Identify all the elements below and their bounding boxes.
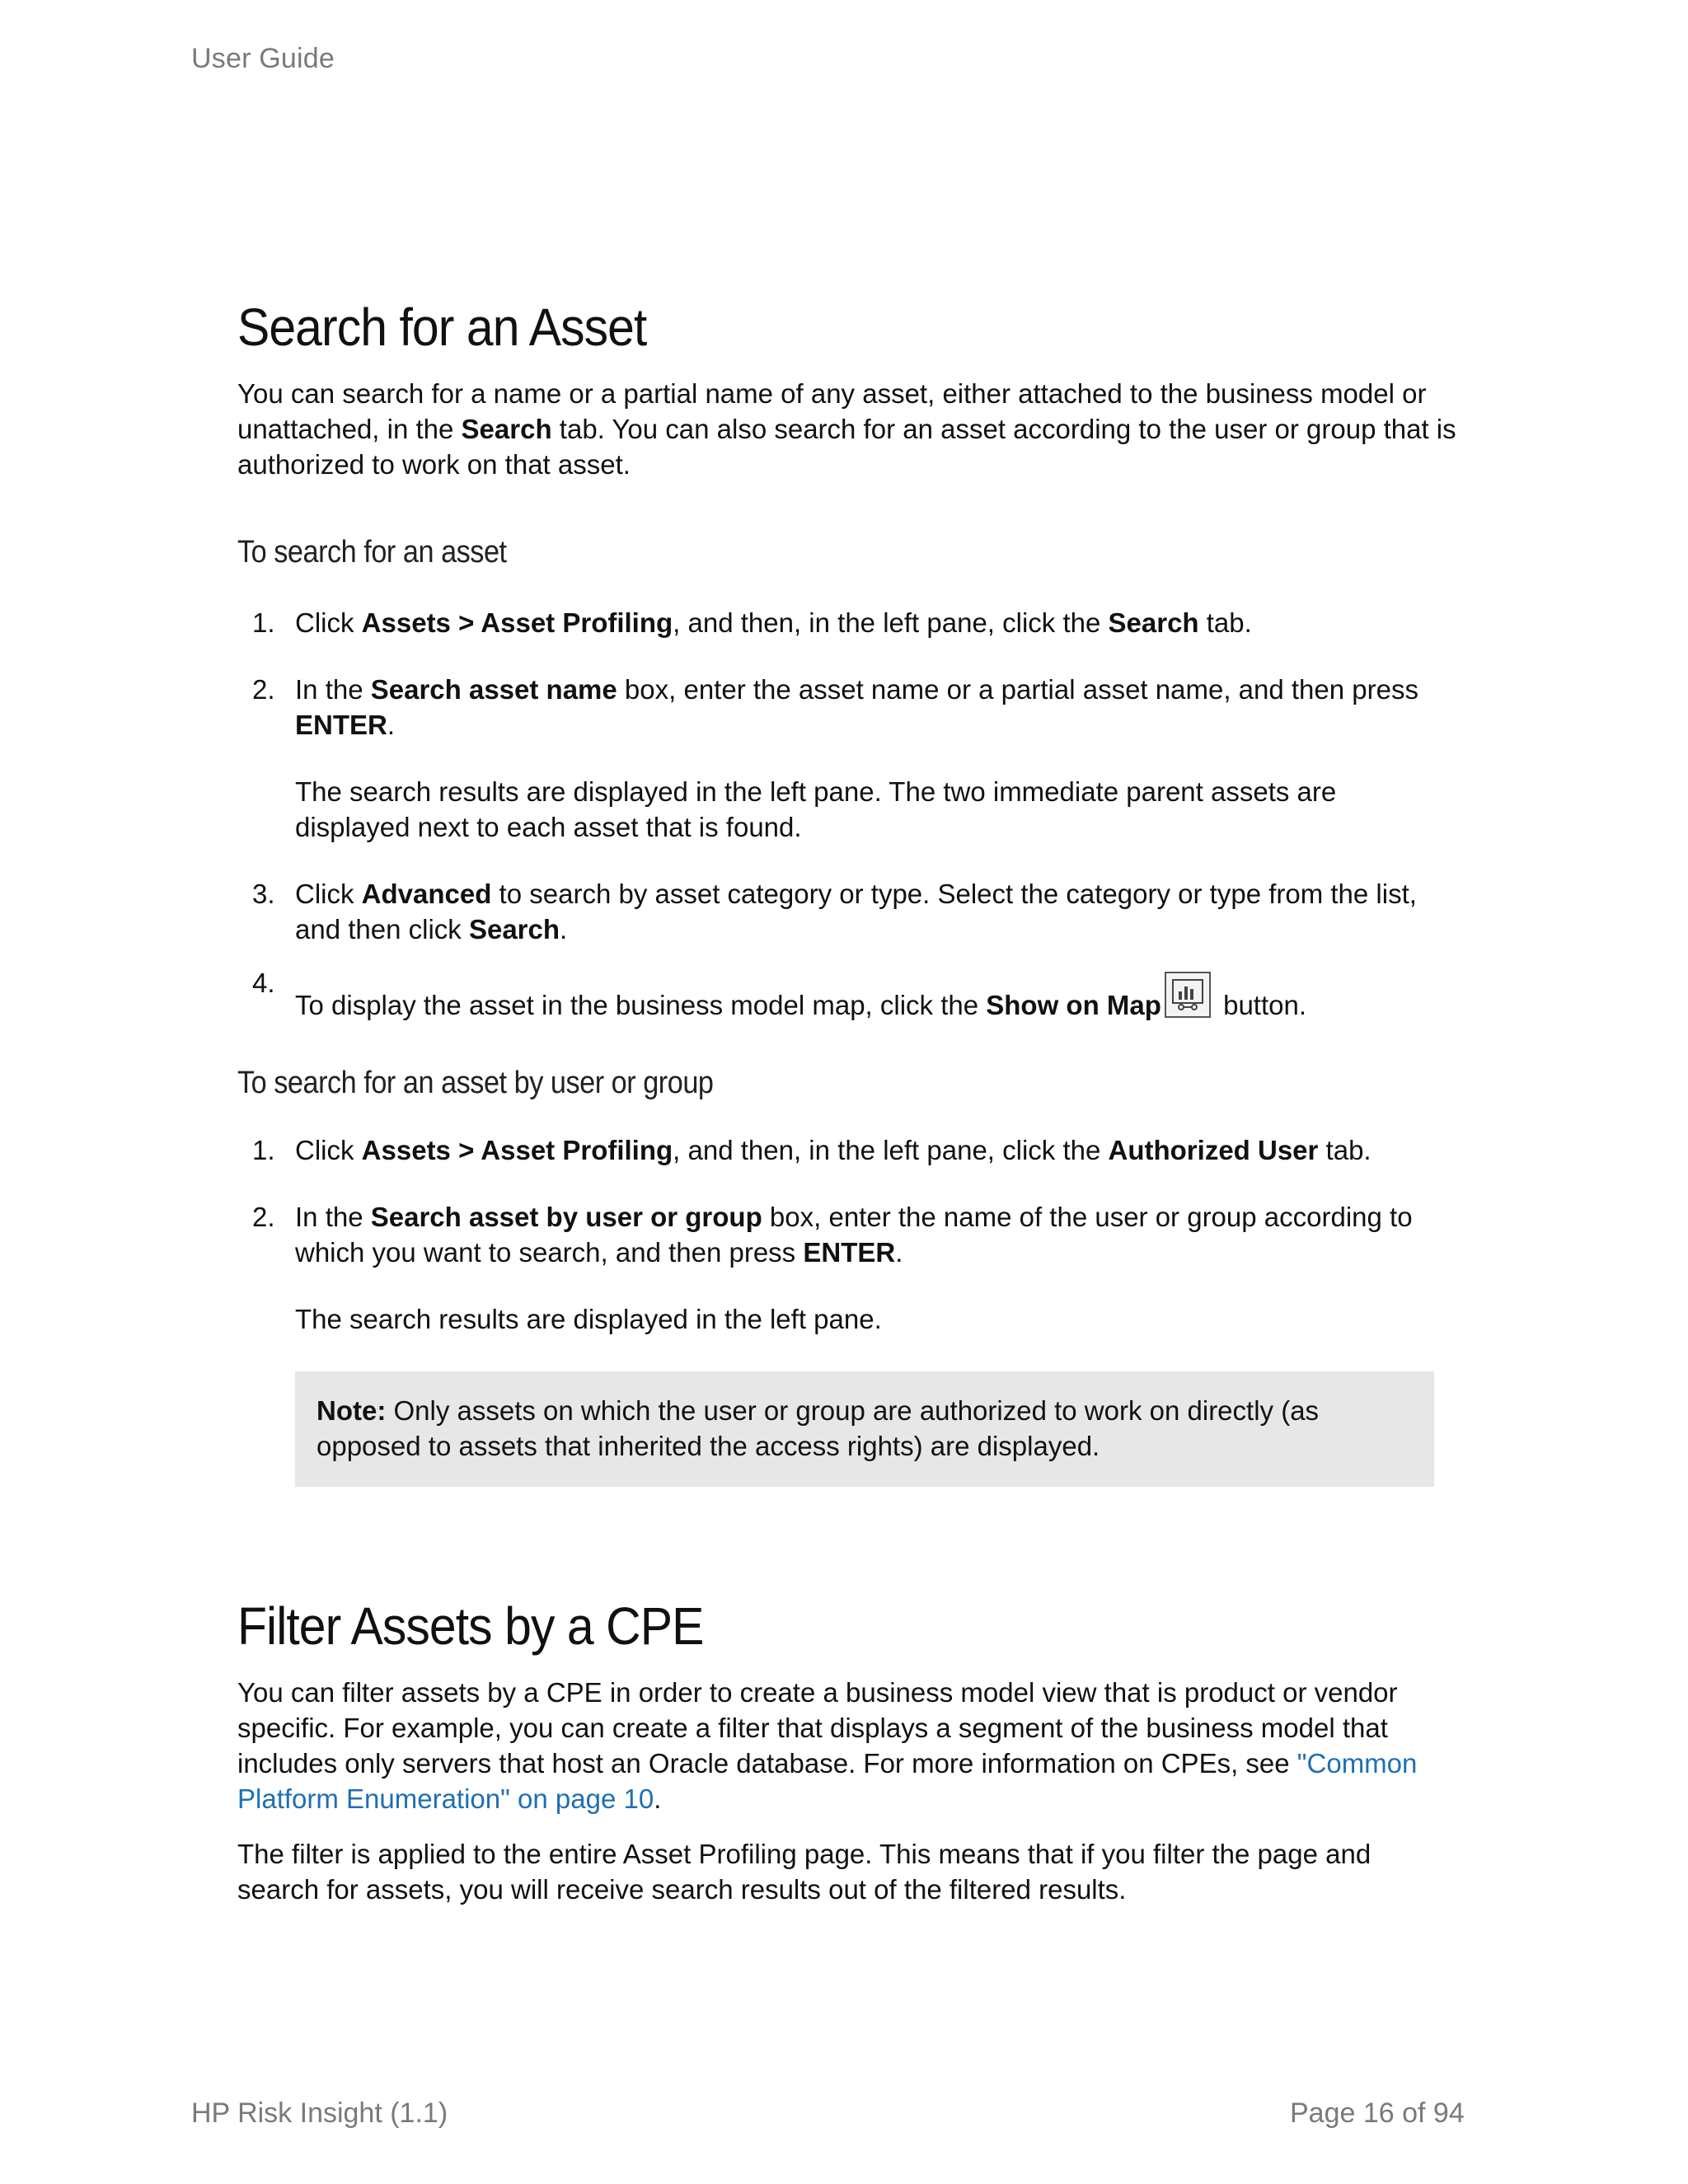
section-title-filter: Filter Assets by a CPE xyxy=(237,1596,704,1656)
map-chart-icon xyxy=(1165,972,1211,1018)
section-title-search: Search for an Asset xyxy=(237,298,647,357)
step-2: 2. In the Search asset by user or group box, enter the name of the user or group according to which you want to search, and then press ENTER. The search results are displayed in the left pane. xyxy=(237,1199,1457,1337)
note-label: Note: xyxy=(316,1395,387,1426)
intro-paragraph: You can search for a name or a partial name of any asset, either attached to the business model or unattached, in the Search tab. You can also search for an asset according to the user or group that is authorized to work on that asset. xyxy=(237,378,1456,480)
procedure-steps-search-by-user xyxy=(237,1132,1457,1337)
filter-paragraph-2: The filter is applied to the entire Asset Profiling page. This means that if you filter the page and search for assets, you will receive search results out of the filtered results. xyxy=(237,1839,1372,1905)
step-1: 1. Click Assets > Asset Profiling, and then, in the left pane, click the Authorized User tab. xyxy=(252,1135,1372,1165)
note-box xyxy=(295,1371,1434,1487)
cpe-link[interactable]: "Common Platform Enumeration" on page 10 xyxy=(237,1748,1418,1814)
step-1: 1. Click Assets > Asset Profiling, and then, in the left pane, click the Search tab. xyxy=(252,607,1252,638)
footer-page-number: Page 16 of 94 xyxy=(1290,2097,1465,2129)
step-3: 3. Click Advanced to search by asset category or type. Select the category or type from the list, and then click Search. xyxy=(252,879,1417,944)
page-content xyxy=(237,297,1457,1907)
filter-paragraph-1: You can filter assets by a CPE in order to create a business model view that is product or vendor specific. For example, you can create a filter that displays a segment of the business model that includes only servers that host an Oracle database. For more information on CPEs, see "Common Platform Enumeration" on page 10. xyxy=(237,1677,1418,1814)
footer-product: HP Risk Insight (1.1) xyxy=(191,2097,448,2129)
running-header: User Guide xyxy=(191,43,335,74)
step-2-result-text: The search results are displayed in the left pane. xyxy=(295,1304,882,1334)
step-2: 2. In the Search asset name box, enter the asset name or a partial asset name, and then press ENTER. The search results are displayed in the left pane. The two immediate parent assets are displayed next to each asset that is found. xyxy=(237,672,1457,845)
step-2-result-text: The search results are displayed in the left pane. The two immediate parent assets are displayed next to each asset that is found. xyxy=(295,776,1337,842)
note-text: Only assets on which the user or group are authorized to work on directly (as opposed to assets that inherited the access rights) are displayed. xyxy=(316,1395,1320,1461)
procedure-title-search-asset: To search for an asset xyxy=(237,535,507,569)
step-4: 4. To display the asset in the business model map, click the Show on Map button. xyxy=(252,968,1307,1020)
procedure-title-search-by-user: To search for an asset by user or group xyxy=(237,1066,714,1100)
procedure-steps-search-asset xyxy=(237,605,1457,1023)
